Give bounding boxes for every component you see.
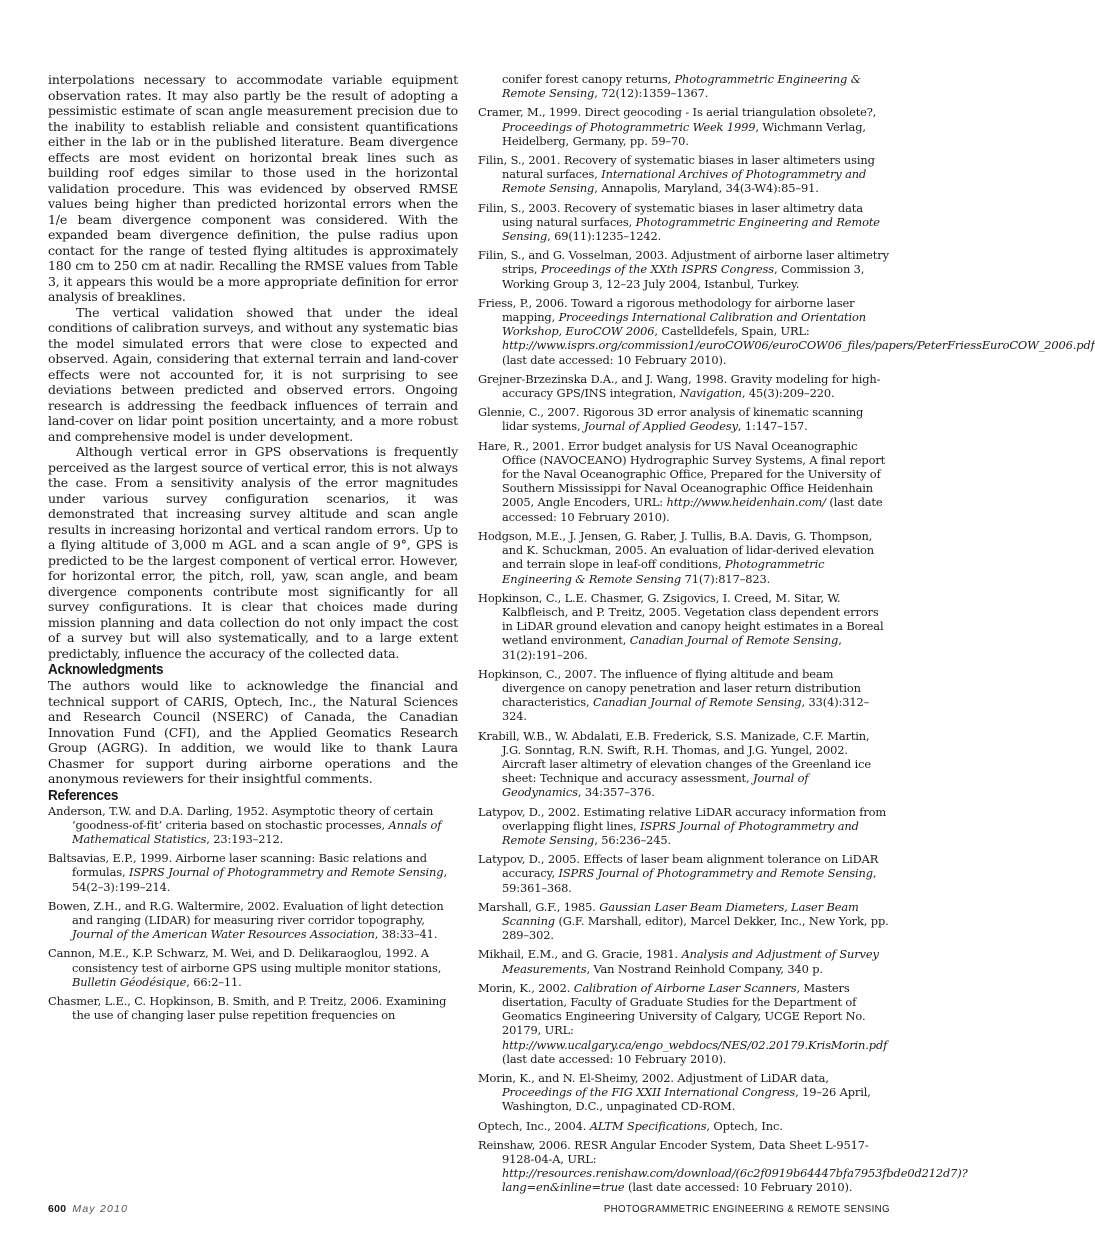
reference-entry [478,1119,890,1133]
reference-source: Proceedings International Calibration and Orientation Workshop, EuroCOW 2006 [502,310,866,339]
reference-text: Bowen, Z.H., and R.G. Waltermire, 2002. Evaluation of light detection and ranging (LIDAR) for measuring river corridor topography, [48,898,444,927]
reference-text: , 19–26 April, Washington, D.C., unpaginated CD-ROM. [502,1085,871,1114]
reference-text: , 1:147–157. [737,419,808,434]
reference-entry [48,994,458,1022]
reference-text: , 38:33–41. [374,927,438,942]
reference-entry [478,72,890,100]
reference-source: http://resources.renishaw.com/download/(6c2f0919b64447bfa7953fbde0d212d7)?lang=en&inline=true [502,1166,968,1195]
reference-text: Krabill, W.B., W. Abdalati, E.B. Frederick, S.S. Manizade, C.F. Martin, J.G. Sonntag, R.N. Swift, R.H. Thomas, and J.G. Yungel, 2002. Aircraft laser altimetry of elevation changes of the Greenland ice sheet: Technique and accuracy assessment, [478,728,871,786]
reference-entry [48,804,458,847]
references-heading: References [48,786,119,804]
reference-entry [478,591,890,662]
acknowledgments-text: The authors would like to acknowledge the financial and technical support of CARIS, Optech, Inc., the Natural Sciences and Research Council (NSERC) of Canada, the Canadian Innovation Fund (CFI), and the Applied Geomatics Research Group (AGRG). In addition, we would like to thank Laura Chasmer for support during airborne operations and the anonymous reviewers for their insightful comments. [48,678,458,786]
reference-text: , 34:357–376. [577,785,655,800]
reference-source: Canadian Journal of Remote Sensing [629,633,839,648]
right-column [478,72,1095,1200]
reference-text: , Wichmann Verlag, Heidelberg, Germany, pp. 59–70. [502,119,866,148]
reference-entry [478,201,890,244]
reference-entry [478,295,1095,367]
paragraph: interpolations necessary to accommodate variable equipment observation rates. It may also partly be the result of adopting a pessimistic estimate of scan angle measurement precision due to the inability to establish reliable and consistent quantifications either in the lab or in the published literature. Beam divergence effects are most evident on horizontal break lines such as building roof edges similar to those used in the horizontal validation procedure. This was evidenced by observed RMSE values being higher than predicted horizontal errors when the 1/e beam divergence component was considered. With the expanded beam divergence definition, the pulse radius upon contact for the range of tested flying altitudes is approximately 180 cm to 250 cm at nadir. Recalling the RMSE values from Table 3, it appears this would be a more appropriate definition for error analysis of breaklines. [48,72,458,304]
journal-name: PHOTOGRAMMETRIC ENGINEERING & REMOTE SENSING [604,1203,890,1215]
reference-text: Hopkinson, C., 2007. The influence of flying altitude and beam divergence on canopy penetration and laser return distribution characteristics, [478,666,861,710]
footer-page-info [48,1203,128,1215]
reference-entry [48,946,458,989]
reference-source: ISPRS Journal of Photogrammetry and Remote Sensing [502,818,859,847]
reference-text: , 72(12):1359–1367. [594,86,709,101]
reference-entry [478,805,890,848]
reference-text: Hodgson, M.E., J. Jensen, G. Raber, J. Tullis, B.A. Davis, G. Thompson, and K. Schuckman, 2005. An evaluation of lidar-derived elevation and terrain slope in leaf-off conditions, [478,528,874,572]
reference-entry [478,439,890,524]
reference-text: Reinshaw, 2006. RESR Angular Encoder System, Data Sheet L-9517-9128-04-A, URL: [478,1137,869,1167]
reference-text: Cramer, M., 1999. Direct geocoding - Is aerial triangulation obsolete?, [478,105,877,120]
acknowledgments-heading: Acknowledgments [48,661,164,678]
reference-text: Glennie, C., 2007. Rigorous 3D error analysis of kinematic scanning lidar systems, [478,405,864,434]
page-number: 600 [48,1203,67,1215]
reference-text: conifer forest canopy returns, [502,72,675,86]
reference-entry [478,153,890,196]
reference-text: Filin, S., and G. Vosselman, 2003. Adjustment of airborne laser altimetry strips, [478,248,889,277]
reference-text: Grejner-Brzezinska D.A., and J. Wang, 1998. Gravity modeling for high-accuracy GPS/INS integration, [478,371,881,401]
reference-entry [478,372,890,400]
reference-source: http://www.ucalgary.ca/engo_webdocs/NES/02.20179.KrisMorin.pdf [502,1037,888,1052]
reference-source: Analysis and Adjustment of Survey Measurements [502,947,879,976]
reference-list-left [48,804,458,1023]
reference-text: , 66:2–11. [186,974,242,989]
reference-text: Chasmer, L.E., C. Hopkinson, B. Smith, and P. Treitz, 2006. Examining the use of changing laser pulse repetition frequencies on [48,993,447,1023]
reference-text: , 54(2–3):199–214. [72,865,447,894]
reference-text: (G.F. Marshall, editor), Marcel Dekker, Inc., New York, pp. 289–302. [502,913,889,943]
reference-text: , 56:236–245. [594,832,672,847]
reference-text: Filin, S., 2001. Recovery of systematic biases in laser altimeters using natural surfaces, [478,153,875,182]
reference-entry [48,851,458,894]
reference-entry [478,981,890,1066]
reference-source: Proceedings of the FIG XXII International Congress [502,1085,796,1100]
issue-date: May 2010 [72,1203,129,1215]
reference-source: Calibration of Airborne Laser Scanners [573,980,797,995]
reference-text: , Commission 3, Working Group 3, 12–23 July 2004, Istanbul, Turkey. [502,262,865,291]
page-footer [48,1203,890,1219]
reference-text: Friess, P., 2006. Toward a rigorous methodology for airborne laser mapping, [478,295,855,325]
reference-source: Bulletin Géodésique [72,974,187,989]
reference-text: , 69(11):1235–1242. [547,229,662,244]
reference-text: (last date accessed: 10 February 2010). [502,352,727,367]
reference-text: , Van Nostrand Reinhold Company, 340 p. [586,961,823,976]
reference-entry [478,900,890,943]
reference-source: Photogrammetric Engineering and Remote Sensing [502,214,880,244]
reference-text: Hopkinson, C., L.E. Chasmer, G. Zsigovics, I. Creed, M. Sitar, W. Kalbfleisch, and P. Treitz, 2005. Vegetation class dependent errors in LiDAR ground elevation and canopy height estimates in a Boreal wetland environment, [478,590,884,648]
reference-text: 71(7):817–823. [681,571,771,586]
reference-entry [48,899,458,942]
reference-entry [478,529,890,586]
reference-source: Annals of Mathematical Statistics [72,817,442,846]
reference-text: , 33(4):312–324. [502,695,870,724]
reference-source: ISPRS Journal of Photogrammetry and Remote Sensing [128,865,444,880]
reference-text: Latypov, D., 2002. Estimating relative LiDAR accuracy information from overlapping flight lines, [478,804,887,833]
reference-entry [478,405,890,433]
reference-text: Optech, Inc., 2004. [478,1118,590,1133]
reference-text: , 31(2):191–206. [502,633,842,662]
reference-entry [478,248,890,291]
reference-text: (last date accessed: 10 February 2010). [502,495,883,524]
reference-text: , 45(3):209–220. [741,386,835,401]
reference-source: Journal of Applied Geodesy [583,419,738,434]
reference-text: (last date accessed: 10 February 2010). [624,1180,853,1195]
reference-text: Marshall, G.F., 1985. [478,899,600,914]
reference-text: , Optech, Inc. [706,1118,783,1133]
left-column [48,72,458,1027]
reference-text: Cannon, M.E., K.P. Schwarz, M. Wei, and D. Delikaraoglou, 1992. A consistency test of airborne GPS using multiple monitor stations, [48,946,442,975]
reference-text: Filin, S., 2003. Recovery of systematic biases in laser altimetry data using natural surfaces, [478,200,863,229]
reference-text: , Annapolis, Maryland, 34(3-W4):85–91. [594,181,819,196]
reference-source: International Archives of Photogrammetry and Remote Sensing [502,167,867,196]
reference-text: , Masters disertation, Faculty of Graduate Studies for the Department of Geomatics Engineering University of Calgary, UCGE Report No. 20179, URL: [502,980,866,1038]
reference-source: Navigation [679,386,742,401]
reference-text: Morin, K., 2002. [478,980,574,995]
reference-entry [478,947,890,975]
reference-source: Proceedings of the XXth ISPRS Congress [540,262,775,277]
reference-text: , 59:361–368. [502,866,877,895]
reference-entry [478,667,890,724]
reference-text: Anderson, T.W. and D.A. Darling, 1952. Asymptotic theory of certain ‘goodness-of-fit’ criteria based on stochastic processes, [48,803,434,832]
reference-entry [478,729,890,800]
reference-list-right [478,72,1095,1195]
reference-source: Proceedings of Photogrammetric Week 1999 [502,119,756,134]
acknowledgments-body [48,678,458,787]
reference-source: Journal of Geodynamics [502,771,809,800]
reference-source: http://www.isprs.org/commission1/euroCOW06/euroCOW06_files/papers/PeterFriessEuroCOW_2006.pdf [502,338,1095,353]
reference-text: , Castelldefels, Spain, URL: [654,324,810,339]
reference-entry [478,1137,968,1195]
body-text [48,72,458,661]
reference-text: Morin, K., and N. El-Sheimy, 2002. Adjustment of LiDAR data, [478,1071,829,1085]
reference-source: Journal of the American Water Resources Association [72,927,375,942]
reference-source: Photogrammetric Engineering & Remote Sensing [502,72,861,101]
reference-source: ALTM Specifications [589,1118,707,1133]
reference-entry [478,1071,890,1114]
reference-text: Latypov, D., 2005. Effects of laser beam alignment tolerance on LiDAR accuracy, [478,852,879,881]
reference-entry [478,852,890,895]
paragraph: The vertical validation showed that under the ideal conditions of calibration surveys, and without any systematic bias the model simulated errors that were close to expected and observed. Again, considering that external terrain and land-cover effects were not accounted for, it is not surprising to see deviations between predicted and observed errors. Ongoing research is addressing the feedback influences of terrain and land-cover on lidar point position uncertainty, and a more robust and comprehensive model is under development. [48,304,458,444]
reference-text: Baltsavias, E.P., 1999. Airborne laser scanning: Basic relations and formulas, [48,851,427,880]
reference-text: Hare, R., 2001. Error budget analysis for US Naval Oceanographic Office (NAVOCEANO) Hydrographic Survey Systems, A final report for the Naval Oceanographic Office, Prepared for the University of Southern Mississippi for Naval Oceanographic Office Heidenhain 2005, Angle Encoders, URL: [478,438,886,510]
reference-entry [478,105,890,148]
reference-source: http://www.heidenhain.com/ [666,495,826,510]
paragraph: Although vertical error in GPS observations is frequently perceived as the largest source of vertical error, this is not always the case. From a sensitivity analysis of the error magnitudes under various survey configuration scenarios, it was demonstrated that increasing survey altitude and scan angle results in increasing horizontal and vertical random errors. Up to a flying altitude of 3,000 m AGL and a scan angle of 9°, GPS is predicted to be the largest component of vertical error. However, for horizontal error, the pitch, roll, yaw, scan angle, and beam divergence components contribute most significantly for all survey configurations. It is clear that choices made during mission planning and data collection do not only impact the cost of a survey but will also systematically, and to a large extent predictably, influence the accuracy of the collected data. [48,444,458,661]
reference-source: Gaussian Laser Beam Diameters, Laser Beam Scanning [502,899,859,928]
reference-source: Photogrammetric Engineering & Remote Sensing [502,557,825,586]
reference-text: , 23:193–212. [206,831,284,846]
reference-text: Mikhail, E.M., and G. Gracie, 1981. [478,947,682,962]
reference-source: Canadian Journal of Remote Sensing [593,695,802,710]
reference-source: ISPRS Journal of Photogrammetry and Remote Sensing [558,866,873,881]
reference-text: (last date accessed: 10 February 2010). [502,1051,727,1066]
